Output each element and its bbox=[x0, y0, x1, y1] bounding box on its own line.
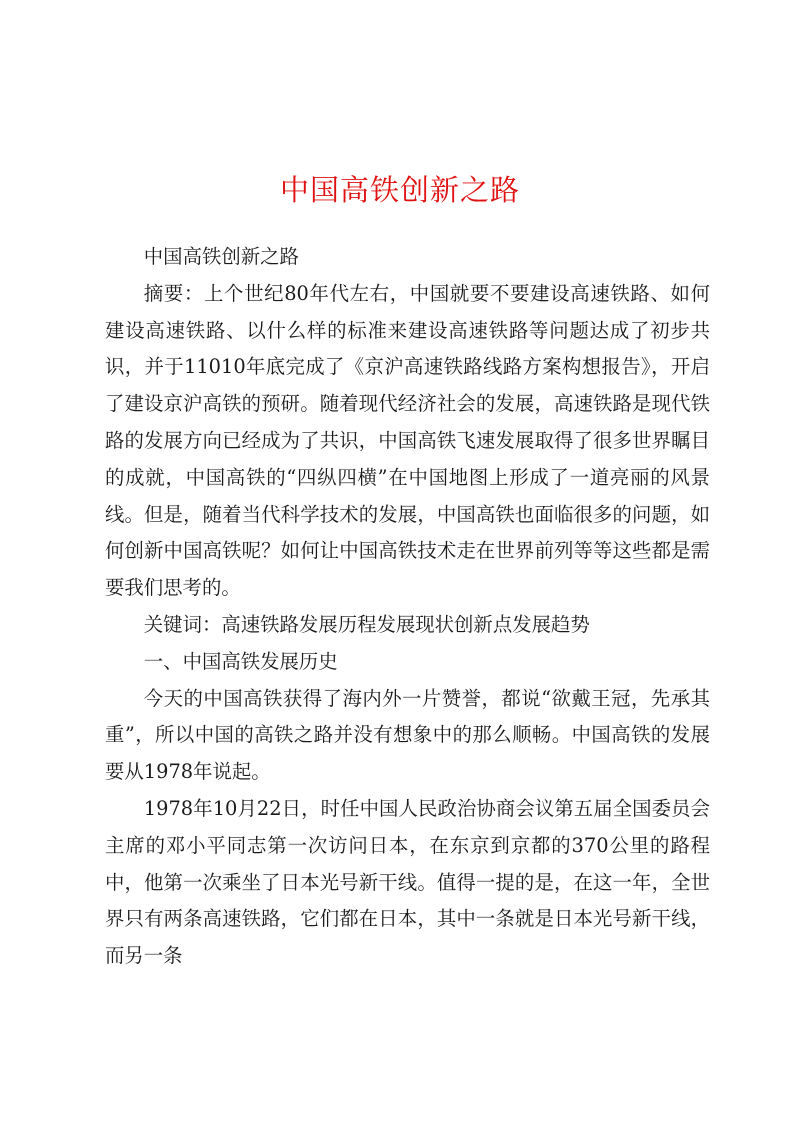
section-heading: 一、中国高铁发展历史 bbox=[143, 649, 338, 673]
body-paragraph: 1978年10月22日，时任中国人民政治协商会议第五届全国委员会主席的邓小平同志第一次访问日本，在东京到京都的370公里的路程中，他第一次乘坐了日本光号新干线。值得一提的是，在这一年，全世界只有两条高速铁路，它们都在日本，其中一条就是日本光号新干线，而另一条 bbox=[105, 796, 710, 968]
document-body bbox=[105, 239, 710, 975]
abstract-paragraph: 摘要：上个世纪80年代左右，中国就要不要建设高速铁路、如何建设高速铁路、以什么样的标准来建设高速铁路等问题达成了初步共识，并于11010年底完成了《京沪高速铁路线路方案构想报告》，开启了建设京沪高铁的预研。随着现代经济社会的发展，高速铁路是现代铁路的发展方向已经成为了共识，中国高铁飞速发展取得了很多世界瞩目的成就，中国高铁的“四纵四横”在中国地图上形成了一道亮丽的风景线。但是，随着当代科学技术的发展，中国高铁也面临很多的问题，如何创新中国高铁呢？如何让中国高铁技术走在世界前列等等这些都是需要我们思考的。 bbox=[105, 281, 710, 600]
subtitle-paragraph: 中国高铁创新之路 bbox=[143, 245, 299, 268]
document-title: 中国高铁创新之路 bbox=[279, 173, 520, 207]
body-paragraph: 今天的中国高铁获得了海内外一片赞誉，都说“欲戴王冠，先承其重”，所以中国的高铁之路并没有想象中的那么顺畅。中国高铁的发展要从1978年说起。 bbox=[105, 686, 710, 784]
keywords-paragraph: 关键词：高速铁路发展历程发展现状创新点发展趋势 bbox=[143, 612, 590, 636]
